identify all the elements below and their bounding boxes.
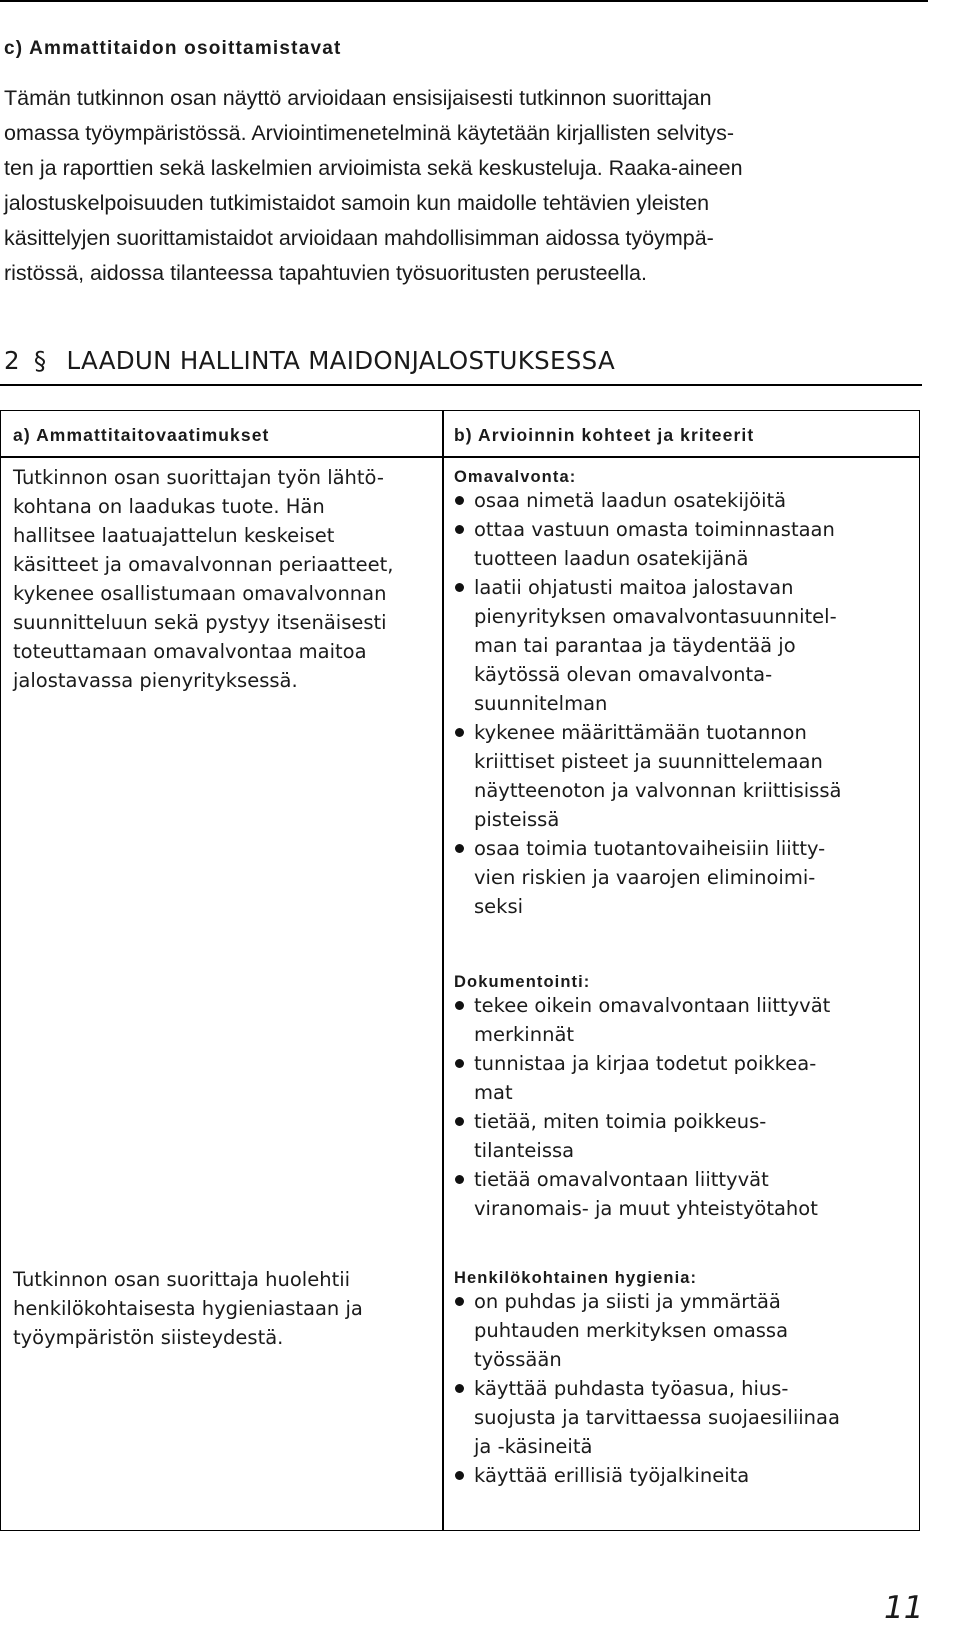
list-item	[454, 486, 841, 515]
text-line: vien riskien ja vaarojen eliminoimi-	[474, 866, 816, 889]
criteria-heading-documentation: Dokumentointi:	[454, 973, 591, 991]
text-line: tuotteen laadun osatekijänä	[474, 547, 749, 570]
column-heading-criteria: b) Arvioinnin kohteet ja kriteerit	[454, 425, 755, 445]
top-rule	[0, 0, 928, 2]
chapter-number: 2	[4, 346, 20, 375]
text-line: mat	[474, 1081, 513, 1104]
text-line: jalostavassa pienyrityksessä.	[13, 669, 298, 692]
list-item	[454, 573, 841, 718]
text-line: ja -käsineitä	[474, 1435, 593, 1458]
text-line: on puhdas ja siisti ja ymmärtää	[474, 1290, 781, 1313]
text-line: merkinnät	[474, 1023, 575, 1046]
text-line: man tai parantaa ja täydentää jo	[474, 634, 796, 657]
text-line: kykenee määrittämään tuotannon	[474, 721, 807, 744]
list-item	[454, 991, 830, 1049]
text-line: henkilökohtaisesta hygieniastaan ja	[13, 1297, 363, 1320]
section-c-heading: c) Ammattitaidon osoittamistavat	[4, 38, 342, 59]
text-line: suojusta ja tarvittaessa suojaesiliinaa	[474, 1406, 840, 1429]
assessment-methods-paragraph	[4, 81, 924, 291]
text-line: seksi	[474, 895, 524, 918]
criteria-list-personal-hygiene	[454, 1287, 840, 1490]
paragraph-line: ten ja raporttien sekä laskelmien arvioimista sekä keskusteluja. Raaka-aineen	[4, 156, 743, 180]
requirement-quality-control	[13, 463, 394, 695]
requirements-table	[0, 410, 920, 1531]
list-item	[454, 1049, 830, 1107]
text-line: tekee oikein omavalvontaan liittyvät	[474, 994, 831, 1017]
text-line: kriittiset pisteet ja suunnittelemaan	[474, 750, 823, 773]
list-item	[454, 515, 841, 573]
criteria-list-documentation	[454, 991, 830, 1223]
text-line: kohtana on laadukas tuote. Hän	[13, 495, 325, 518]
text-line: näytteenoton ja valvonnan kriittisissä	[474, 779, 842, 802]
text-line: tietää omavalvontaan liittyvät	[474, 1168, 769, 1191]
text-line: viranomais- ja muut yhteistyötahot	[474, 1197, 818, 1220]
requirement-hygiene	[13, 1265, 363, 1352]
list-item	[454, 834, 841, 921]
text-line: tietää, miten toimia poikkeus-	[474, 1110, 767, 1133]
text-line: pienyrityksen omavalvontasuunnitel-	[474, 605, 837, 628]
text-line: ottaa vastuun omasta toiminnastaan	[474, 518, 835, 541]
column-heading-requirements: a) Ammattitaitovaatimukset	[13, 425, 270, 445]
list-item	[454, 1461, 840, 1490]
paragraph-line: omassa työympäristössä. Arviointimenetelminä käytetään kirjallisten selvitys-	[4, 121, 735, 145]
text-line: pisteissä	[474, 808, 560, 831]
criteria-list-self-monitoring	[454, 486, 841, 921]
header-divider	[1, 456, 919, 458]
text-line: käyttää puhdasta työasua, hius-	[474, 1377, 789, 1400]
paragraph-line: ristössä, aidossa tilanteessa tapahtuvien työsuoritusten perusteella.	[4, 261, 647, 285]
paragraph-line: jalostuskelpoisuuden tutkimistaidot samoin kun maidolle tehtävien yleisten	[4, 191, 710, 215]
section-symbol: §	[33, 346, 47, 375]
text-line: kykenee osallistumaan omavalvonnan	[13, 582, 387, 605]
text-line: tilanteissa	[474, 1139, 575, 1162]
text-line: suunnitelman	[474, 692, 608, 715]
list-item	[454, 1165, 830, 1223]
criteria-heading-self-monitoring: Omavalvonta:	[454, 468, 577, 486]
text-line: puhtauden merkityksen omassa	[474, 1319, 789, 1342]
text-line: Tutkinnon osan suorittaja huolehtii	[13, 1268, 351, 1291]
text-line: osaa toimia tuotantovaiheisiin liitty-	[474, 837, 826, 860]
list-item	[454, 1374, 840, 1461]
chapter-title: LAADUN HALLINTA MAIDONJALOSTUKSESSA	[66, 346, 616, 375]
text-line: hallitsee laatuajattelun keskeiset	[13, 524, 335, 547]
list-item	[454, 1287, 840, 1374]
text-line: toteuttamaan omavalvontaa maitoa	[13, 640, 367, 663]
text-line: laatii ohjatusti maitoa jalostavan	[474, 576, 794, 599]
text-line: osaa nimetä laadun osatekijöitä	[474, 489, 787, 512]
text-line: käsitteet ja omavalvonnan periaatteet,	[13, 553, 394, 576]
page-number: 11	[884, 1590, 924, 1626]
text-line: työympäristön siisteydestä.	[13, 1326, 284, 1349]
list-item	[454, 718, 841, 834]
text-line: Tutkinnon osan suorittajan työn lähtö-	[13, 466, 384, 489]
list-item	[454, 1107, 830, 1165]
column-divider	[442, 411, 444, 1530]
paragraph-line: käsittelyjen suorittamistaidot arvioidaan mahdollisimman aidossa työympä-	[4, 226, 714, 250]
text-line: tunnistaa ja kirjaa todetut poikkea-	[474, 1052, 817, 1075]
paragraph-line: Tämän tutkinnon osan näyttö arvioidaan ensisijaisesti tutkinnon suorittajan	[4, 86, 712, 110]
chapter-heading	[4, 346, 615, 375]
text-line: käytössä olevan omavalvonta-	[474, 663, 773, 686]
chapter-rule	[0, 384, 922, 386]
text-line: suunnitteluun sekä pystyy itsenäisesti	[13, 611, 387, 634]
criteria-heading-personal-hygiene: Henkilökohtainen hygienia:	[454, 1269, 698, 1287]
text-line: käyttää erillisiä työjalkineita	[474, 1464, 750, 1487]
text-line: työssään	[474, 1348, 562, 1371]
